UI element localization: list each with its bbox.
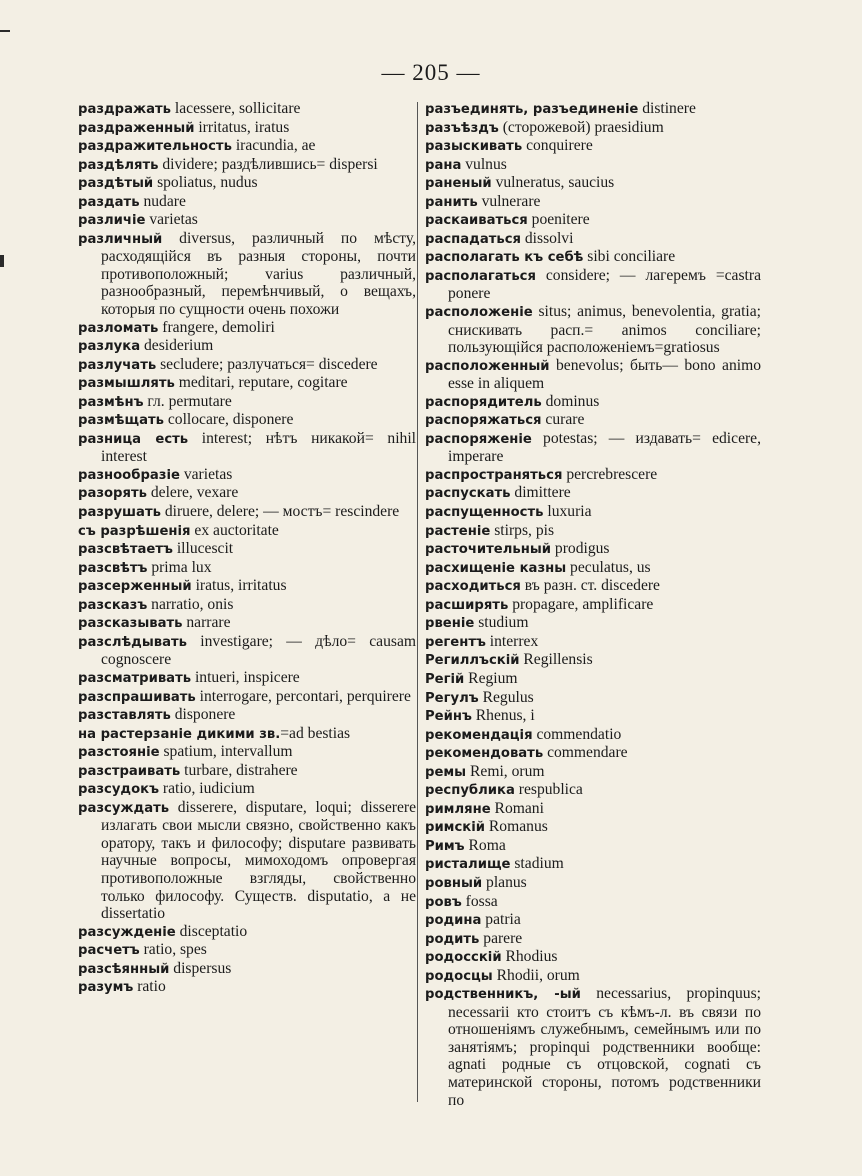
entry-translation: ratio, spes	[139, 941, 207, 959]
entry-translation: ratio	[133, 978, 166, 996]
entry-translation: varietas	[145, 211, 198, 229]
dictionary-entry	[78, 193, 416, 212]
entry-translation: frangere, demoliri	[158, 318, 275, 336]
entry-headword: Региллъскій	[425, 653, 520, 669]
dictionary-entry	[78, 923, 416, 942]
entry-headword: различный	[78, 231, 163, 247]
entry-headword: родосцы	[425, 968, 493, 984]
dictionary-entry	[425, 596, 761, 615]
dictionary-entry	[425, 559, 761, 578]
entry-translation: varietas	[179, 465, 233, 483]
dictionary-entry	[425, 267, 761, 303]
dictionary-entry	[78, 484, 416, 503]
entry-translation: poenitere	[527, 211, 590, 229]
dictionary-entry	[425, 137, 761, 156]
entry-headword: разспрашивать	[78, 689, 196, 705]
dictionary-entry	[425, 633, 761, 652]
entry-headword: разнообразіе	[78, 467, 180, 483]
entry-headword: республика	[425, 783, 515, 799]
dictionary-entry	[78, 466, 416, 485]
entry-headword: распадаться	[425, 231, 521, 247]
column-divider	[417, 102, 418, 1102]
entry-headword: съ разрѣшенія	[78, 523, 191, 539]
entry-translation: lacessere, sollicitare	[171, 100, 301, 117]
dictionary-entry	[78, 119, 416, 138]
entry-translation: =ad bestias	[280, 724, 351, 742]
dictionary-entry	[425, 670, 761, 689]
entry-headword: распоряженіе	[425, 431, 532, 447]
entry-translation: Romanus	[485, 818, 548, 836]
dictionary-entry	[78, 503, 416, 522]
entry-translation: diruere, delere; — мостъ= rescindere	[160, 503, 400, 521]
entry-headword: римляне	[425, 801, 491, 817]
entry-headword: родина	[425, 913, 482, 929]
entry-translation: curare	[541, 411, 585, 429]
entry-headword: распущенность	[425, 505, 544, 521]
entry-translation: Regillensis	[519, 651, 593, 669]
entry-headword: располагать къ себѣ	[425, 250, 584, 266]
dictionary-entry	[425, 967, 761, 986]
dictionary-entry	[425, 211, 761, 230]
entry-headword: ровный	[425, 875, 483, 891]
dictionary-entry	[78, 577, 416, 596]
left-column	[78, 100, 416, 997]
entry-headword: родственникъ, -ый	[425, 987, 581, 1003]
dictionary-entry	[78, 374, 416, 393]
dictionary-entry	[425, 911, 761, 930]
entry-headword: разъединять, разъединеніе	[425, 102, 639, 117]
entry-headword: разсматривать	[78, 670, 192, 686]
dictionary-entry	[78, 596, 416, 615]
entry-headword: Рейнъ	[425, 709, 472, 725]
entry-headword: разыскивать	[425, 139, 523, 155]
entry-translation: delere, vexare	[146, 484, 239, 502]
entry-headword: расходиться	[425, 579, 521, 595]
dictionary-entry	[425, 818, 761, 837]
entry-translation: parere	[479, 929, 523, 947]
entry-headword: разсерженный	[78, 579, 192, 595]
dictionary-entry	[78, 978, 416, 997]
entry-headword: расточительный	[425, 542, 552, 558]
entry-headword: рвеніе	[425, 616, 475, 632]
entry-translation: vulnerare	[477, 192, 541, 210]
entry-translation: interest; нѣтъ никакой= nihil interest	[101, 429, 416, 466]
entry-headword: разница есть	[78, 431, 189, 447]
entry-headword: на растерзаніе дикими зв.	[78, 726, 281, 742]
dictionary-entry	[425, 893, 761, 912]
dictionary-entry	[425, 522, 761, 541]
entry-translation: commendatio	[532, 725, 622, 743]
dictionary-entry	[78, 633, 416, 669]
entry-translation: dividere; раздѣлившись= dispersi	[158, 155, 378, 173]
entry-translation: turbare, distrahere	[180, 761, 298, 779]
entry-translation: disserere, disputare, loqui; disserere излагать свои мысли связно, свойственно какъ оратору, такъ и философу; disputare развивать научные вопросы, мимоходомъ опровергая противоположные взгляды, свойственно только философу. Существ. disputatio, а не dissertatio	[101, 798, 416, 923]
entry-headword: располагаться	[425, 268, 536, 284]
dictionary-entry	[425, 689, 761, 708]
entry-headword: разсудокъ	[78, 782, 159, 798]
entry-translation: Regium	[464, 669, 518, 687]
dictionary-entry	[425, 874, 761, 893]
dictionary-entry	[425, 303, 761, 357]
entry-translation: iratus, irritatus	[191, 577, 287, 595]
entry-translation: Roma	[464, 836, 506, 854]
dictionary-entry	[425, 466, 761, 485]
entry-headword: Регій	[425, 671, 465, 687]
entry-headword: размѣнъ	[78, 394, 144, 410]
entry-translation: Rhenus, i	[471, 707, 535, 725]
dictionary-entry	[78, 725, 416, 744]
entry-translation: percrebrescere	[562, 465, 658, 483]
entry-headword: размышлять	[78, 376, 175, 392]
entry-translation: fossa	[461, 892, 498, 910]
entry-headword: разсвѣтъ	[78, 560, 148, 576]
dictionary-entry	[425, 781, 761, 800]
entry-headword: различіе	[78, 213, 146, 229]
dictionary-entry	[425, 744, 761, 763]
entry-translation: stirps, pis	[490, 521, 555, 539]
entry-translation: collocare, disponere	[163, 411, 294, 429]
entry-headword: разъѣздъ	[425, 120, 499, 136]
page-number: — 205 —	[381, 60, 481, 85]
entry-translation: intueri, inspicere	[191, 668, 300, 686]
entry-headword: распускать	[425, 486, 511, 502]
entry-translation: potestas; — издавать= edicere, imperare	[448, 429, 761, 466]
entry-headword: Регулъ	[425, 690, 479, 706]
dictionary-entry	[78, 430, 416, 466]
entry-headword: раненый	[425, 176, 492, 192]
entry-headword: расчетъ	[78, 943, 140, 959]
entry-translation: diversus, различный по мѣсту, расходящійся въ разныя стороны, почти противоположный; varius различный, разнообразный, перемѣнчивый, о вещахъ, которыя по сущности очень похожи	[101, 229, 416, 319]
entry-headword: разсужденіе	[78, 924, 176, 940]
dictionary-entry	[425, 707, 761, 726]
entry-translation: disceptatio	[175, 922, 248, 940]
entry-translation: investigare; — дѣло= causam cognoscere	[101, 632, 416, 669]
entry-translation: prima lux	[147, 558, 212, 576]
dictionary-entry	[425, 119, 761, 138]
entry-headword: расположенный	[425, 358, 550, 374]
entry-headword: римскій	[425, 820, 485, 836]
entry-headword: рана	[425, 157, 462, 173]
dictionary-entry	[78, 137, 416, 156]
entry-translation: spoliatus, nudus	[153, 174, 258, 192]
dictionary-entry	[425, 763, 761, 782]
entry-translation: disponere	[170, 706, 236, 724]
dictionary-entry	[78, 211, 416, 230]
entry-headword: распространяться	[425, 467, 563, 483]
dictionary-entry	[78, 960, 416, 979]
entry-translation: benevolus; быть— bono animo esse in aliquem	[448, 356, 761, 393]
entry-headword: разсказъ	[78, 597, 148, 613]
entry-headword: раздраженный	[78, 120, 195, 136]
entry-headword: разсѣянный	[78, 961, 170, 977]
entry-translation: Regulus	[478, 688, 534, 706]
entry-translation: narratio, onis	[147, 595, 234, 613]
entry-headword: расположеніе	[425, 305, 533, 321]
dictionary-entry	[78, 706, 416, 725]
entry-headword: регентъ	[425, 634, 486, 650]
dictionary-entry	[78, 762, 416, 781]
entry-translation: vulnus	[461, 155, 507, 173]
entry-headword: разломать	[78, 320, 159, 336]
dictionary-entry	[425, 174, 761, 193]
right-column	[425, 100, 761, 1109]
entry-headword: рекомендовать	[425, 746, 544, 762]
entry-headword: ристалище	[425, 857, 511, 873]
entry-translation: stadium	[510, 855, 564, 873]
dictionary-entry	[425, 156, 761, 175]
entry-translation: peculatus, us	[566, 558, 651, 576]
entry-headword: раздѣтый	[78, 176, 154, 192]
entry-headword: разорять	[78, 486, 147, 502]
dictionary-entry	[78, 669, 416, 688]
dictionary-entry	[78, 393, 416, 412]
dictionary-entry	[78, 319, 416, 338]
entry-translation: considere; — лагеремъ =castra ponere	[448, 266, 761, 303]
entry-headword: разстраивать	[78, 763, 181, 779]
entry-translation: Romani	[490, 799, 544, 817]
page-edge-mark	[0, 255, 4, 267]
entry-translation: dispersus	[169, 959, 232, 977]
dictionary-entry	[78, 411, 416, 430]
entry-translation: въ разн. ст. discedere	[520, 577, 660, 595]
entry-translation: ratio, iudicium	[159, 780, 255, 798]
entry-translation: respublica	[514, 781, 583, 799]
entry-headword: раскаиваться	[425, 213, 528, 229]
dictionary-entry	[425, 503, 761, 522]
entry-translation: vulneratus, saucius	[491, 174, 615, 192]
entry-headword: разрушать	[78, 505, 161, 521]
entry-headword: разставлять	[78, 708, 171, 724]
entry-translation: dissolvi	[520, 229, 574, 247]
dictionary-entry	[78, 614, 416, 633]
entry-headword: раздражать	[78, 102, 171, 117]
dictionary-entry	[78, 230, 416, 319]
entry-translation: prodigus	[551, 540, 610, 558]
dictionary-entry	[425, 948, 761, 967]
dictionary-entry	[78, 174, 416, 193]
entry-headword: растеніе	[425, 523, 491, 539]
entry-translation: iracundia, ae	[231, 137, 316, 155]
dictionary-entry	[425, 985, 761, 1109]
dictionary-entry	[425, 230, 761, 249]
entry-translation: sibi conciliare	[583, 248, 676, 266]
page-edge-mark	[0, 30, 10, 32]
dictionary-entry	[78, 941, 416, 960]
entry-headword: разсуждать	[78, 800, 170, 816]
entry-translation: nudare	[139, 192, 186, 210]
entry-translation: luxuria	[543, 503, 592, 521]
entry-headword: ровъ	[425, 894, 462, 910]
dictionary-entry	[425, 855, 761, 874]
dictionary-entry	[425, 800, 761, 819]
entry-headword: раздражительность	[78, 139, 232, 155]
dictionary-entry	[78, 780, 416, 799]
entry-headword: разстояніе	[78, 745, 160, 761]
entry-headword: разлучать	[78, 357, 157, 373]
dictionary-entry	[78, 559, 416, 578]
entry-translation: propagare, amplificare	[508, 595, 654, 613]
entry-headword: разсвѣтаетъ	[78, 542, 173, 558]
dictionary-entry	[425, 651, 761, 670]
entry-translation: desiderium	[140, 337, 214, 355]
entry-headword: расширять	[425, 597, 509, 613]
dictionary-entry	[425, 614, 761, 633]
entry-translation: situs; animus, benevolentia, gratia; снискивать расп.= animos conciliare; пользующійся расположеніемъ=gratiosus	[448, 303, 761, 357]
entry-translation: studium	[474, 614, 529, 632]
entry-translation: narrare	[182, 614, 231, 632]
entry-translation: Remi, orum	[466, 762, 545, 780]
entry-translation: (сторожевой) praesidium	[498, 118, 664, 136]
entry-headword: разсказывать	[78, 616, 183, 632]
dictionary-entry	[78, 540, 416, 559]
entry-translation: ex auctoritate	[190, 521, 279, 539]
entry-headword: ранить	[425, 194, 478, 210]
entry-translation: distinere	[638, 100, 696, 117]
dictionary-entry	[425, 540, 761, 559]
entry-translation: interrogare, percontari, perquirere	[195, 687, 411, 705]
entry-headword: расхищеніе казны	[425, 560, 567, 576]
entry-headword: распорядитель	[425, 394, 542, 410]
dictionary-entry	[78, 156, 416, 175]
dictionary-entry	[78, 688, 416, 707]
entry-headword: размѣщать	[78, 413, 164, 429]
entry-headword: разслѣдывать	[78, 634, 187, 650]
dictionary-entry	[425, 411, 761, 430]
entry-headword: разумъ	[78, 980, 134, 996]
entry-translation: patria	[481, 911, 521, 929]
dictionary-entry	[425, 930, 761, 949]
entry-translation: necessarius, propinquus; necessarii кто стоитъ съ кѣмъ-л. въ связи по отношеніямъ служебнымъ, семейнымъ или по занятіямъ; propinqui родственники вообще: agnati родные съ отцовской, cognati съ материнской стороны, потомъ родственники по	[448, 985, 761, 1109]
dictionary-entry	[78, 799, 416, 923]
dictionary-entry	[425, 577, 761, 596]
entry-translation: conquirere	[522, 137, 593, 155]
entry-translation: commendare	[543, 744, 628, 762]
entry-translation: meditari, reputare, cogitare	[174, 374, 348, 392]
dictionary-entry	[78, 100, 416, 119]
entry-headword: раздать	[78, 194, 140, 210]
dictionary-entry	[425, 837, 761, 856]
entry-translation: irritatus, iratus	[194, 118, 290, 136]
dictionary-entry	[425, 248, 761, 267]
entry-headword: разлука	[78, 339, 141, 355]
entry-headword: Римъ	[425, 838, 465, 854]
entry-translation: interrex	[485, 632, 539, 650]
dictionary-entry	[78, 743, 416, 762]
dictionary-entry	[425, 100, 761, 119]
entry-translation: Rhodii, orum	[492, 966, 580, 984]
entry-translation: illucescit	[172, 540, 234, 558]
dictionary-entry	[78, 337, 416, 356]
entry-headword: раздѣлять	[78, 157, 159, 173]
dictionary-entry	[425, 393, 761, 412]
entry-translation: dimittere	[510, 484, 571, 502]
entry-headword: родить	[425, 931, 480, 947]
entry-headword: распоряжаться	[425, 413, 542, 429]
entry-headword: рекомендація	[425, 727, 533, 743]
entry-translation: planus	[482, 873, 527, 891]
dictionary-entry	[425, 484, 761, 503]
dictionary-entry	[425, 726, 761, 745]
entry-translation: Rhodius	[501, 948, 558, 966]
entry-headword: ремы	[425, 764, 467, 780]
entry-translation: secludere; разлучаться= discedere	[156, 355, 378, 373]
entry-headword: родосскій	[425, 950, 502, 966]
entry-translation: dominus	[541, 392, 600, 410]
dictionary-entry	[425, 357, 761, 393]
dictionary-entry	[425, 193, 761, 212]
dictionary-entry	[78, 522, 416, 541]
dictionary-entry	[78, 356, 416, 375]
dictionary-entry	[425, 430, 761, 466]
entry-translation: гл. permutare	[143, 392, 232, 410]
entry-translation: spatium, intervallum	[159, 743, 293, 761]
